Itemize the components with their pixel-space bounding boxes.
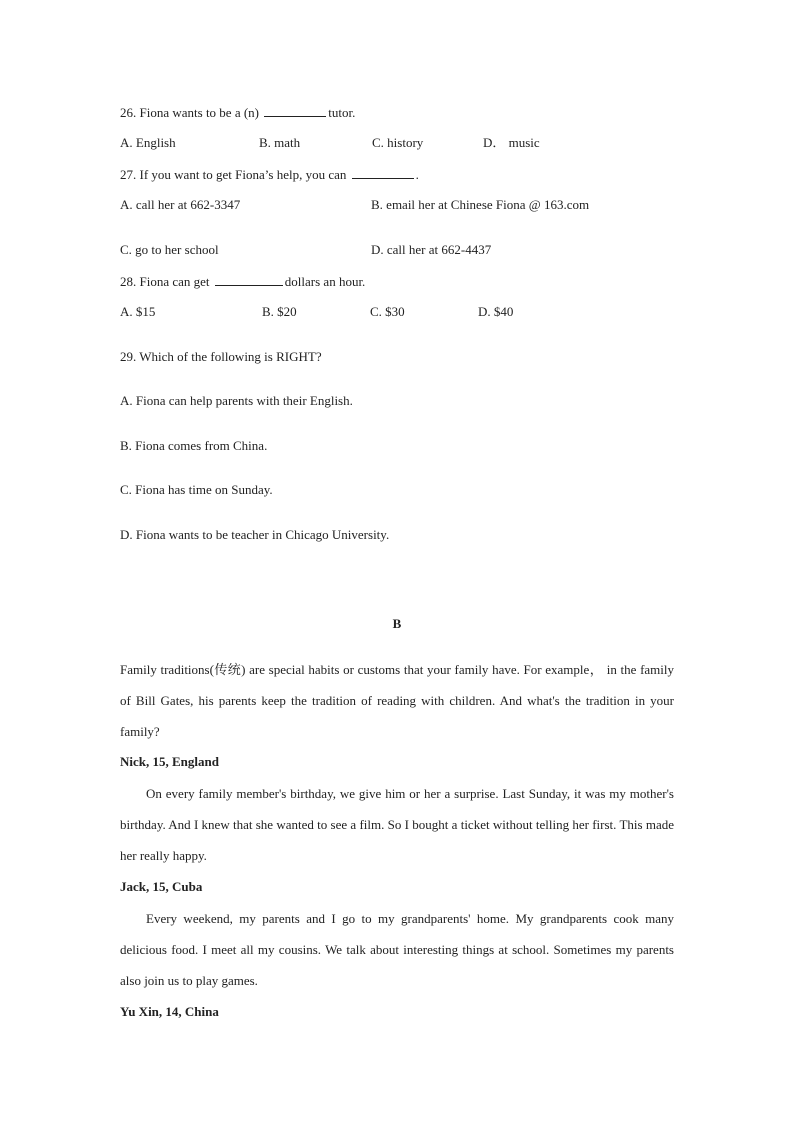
question-26-tail: tutor. <box>328 105 356 120</box>
answer-blank <box>352 166 414 179</box>
option-28-c: C. $30 <box>370 304 405 319</box>
option-28-d: D. $40 <box>478 304 514 319</box>
option-29-b: B. Fiona comes from China. <box>120 438 268 453</box>
option-26-a: A. English <box>120 135 176 150</box>
option-26-c: C. history <box>372 135 424 150</box>
question-27-text: 27. If you want to get Fiona’s help, you can <box>120 167 347 182</box>
option-29-a: A. Fiona can help parents with their English. <box>120 393 353 408</box>
option-29-c: C. Fiona has time on Sunday. <box>120 482 273 497</box>
question-28-tail: dollars an hour. <box>284 274 366 289</box>
question-27 <box>120 166 419 183</box>
section-heading: B <box>392 616 402 631</box>
question-28 <box>120 273 365 290</box>
entry-text: On every family member's birthday, we give him or her a surprise. Last Sunday, it was my mother's birthday. And I knew that she wanted to see a film. So I bought a ticket without telling her first. This made her really happy. <box>120 786 674 863</box>
entry-text: Every weekend, my parents and I go to my grandparents' home. My grandparents cook many delicious food. I meet all my cousins. We talk about interesting things at school. Sometimes my parents also join us to play games. <box>120 911 674 988</box>
option-26-b: B. math <box>259 135 301 150</box>
option-27-d: D. call her at 662-4437 <box>371 242 492 257</box>
entry-author: Nick, 15, England <box>120 754 219 769</box>
question-27-tail: . <box>415 167 419 182</box>
entry-author: Yu Xin, 14, China <box>120 1004 219 1019</box>
question-29: 29. Which of the following is RIGHT? <box>120 349 322 364</box>
answer-blank <box>215 273 283 286</box>
option-28-a: A. $15 <box>120 304 156 319</box>
question-28-text: 28. Fiona can get <box>120 274 210 289</box>
option-27-a: A. call her at 662-3347 <box>120 197 241 212</box>
entry-author: Jack, 15, Cuba <box>120 879 203 894</box>
option-28-b: B. $20 <box>262 304 297 319</box>
intro-paragraph: Family traditions(传统) are special habits or customs that your family have. For example， in the family of Bill Gates, his parents keep the tradition of reading with children. And what's the tradition in your family? <box>120 662 674 739</box>
question-26-text: 26. Fiona wants to be a (n) <box>120 105 260 120</box>
option-27-b: B. email her at Chinese Fiona @ 163.com <box>371 197 590 212</box>
option-26-d: D． music <box>483 135 540 150</box>
option-27-c: C. go to her school <box>120 242 219 257</box>
question-26 <box>120 104 355 121</box>
answer-blank <box>264 104 326 117</box>
option-29-d: D. Fiona wants to be teacher in Chicago University. <box>120 527 390 542</box>
